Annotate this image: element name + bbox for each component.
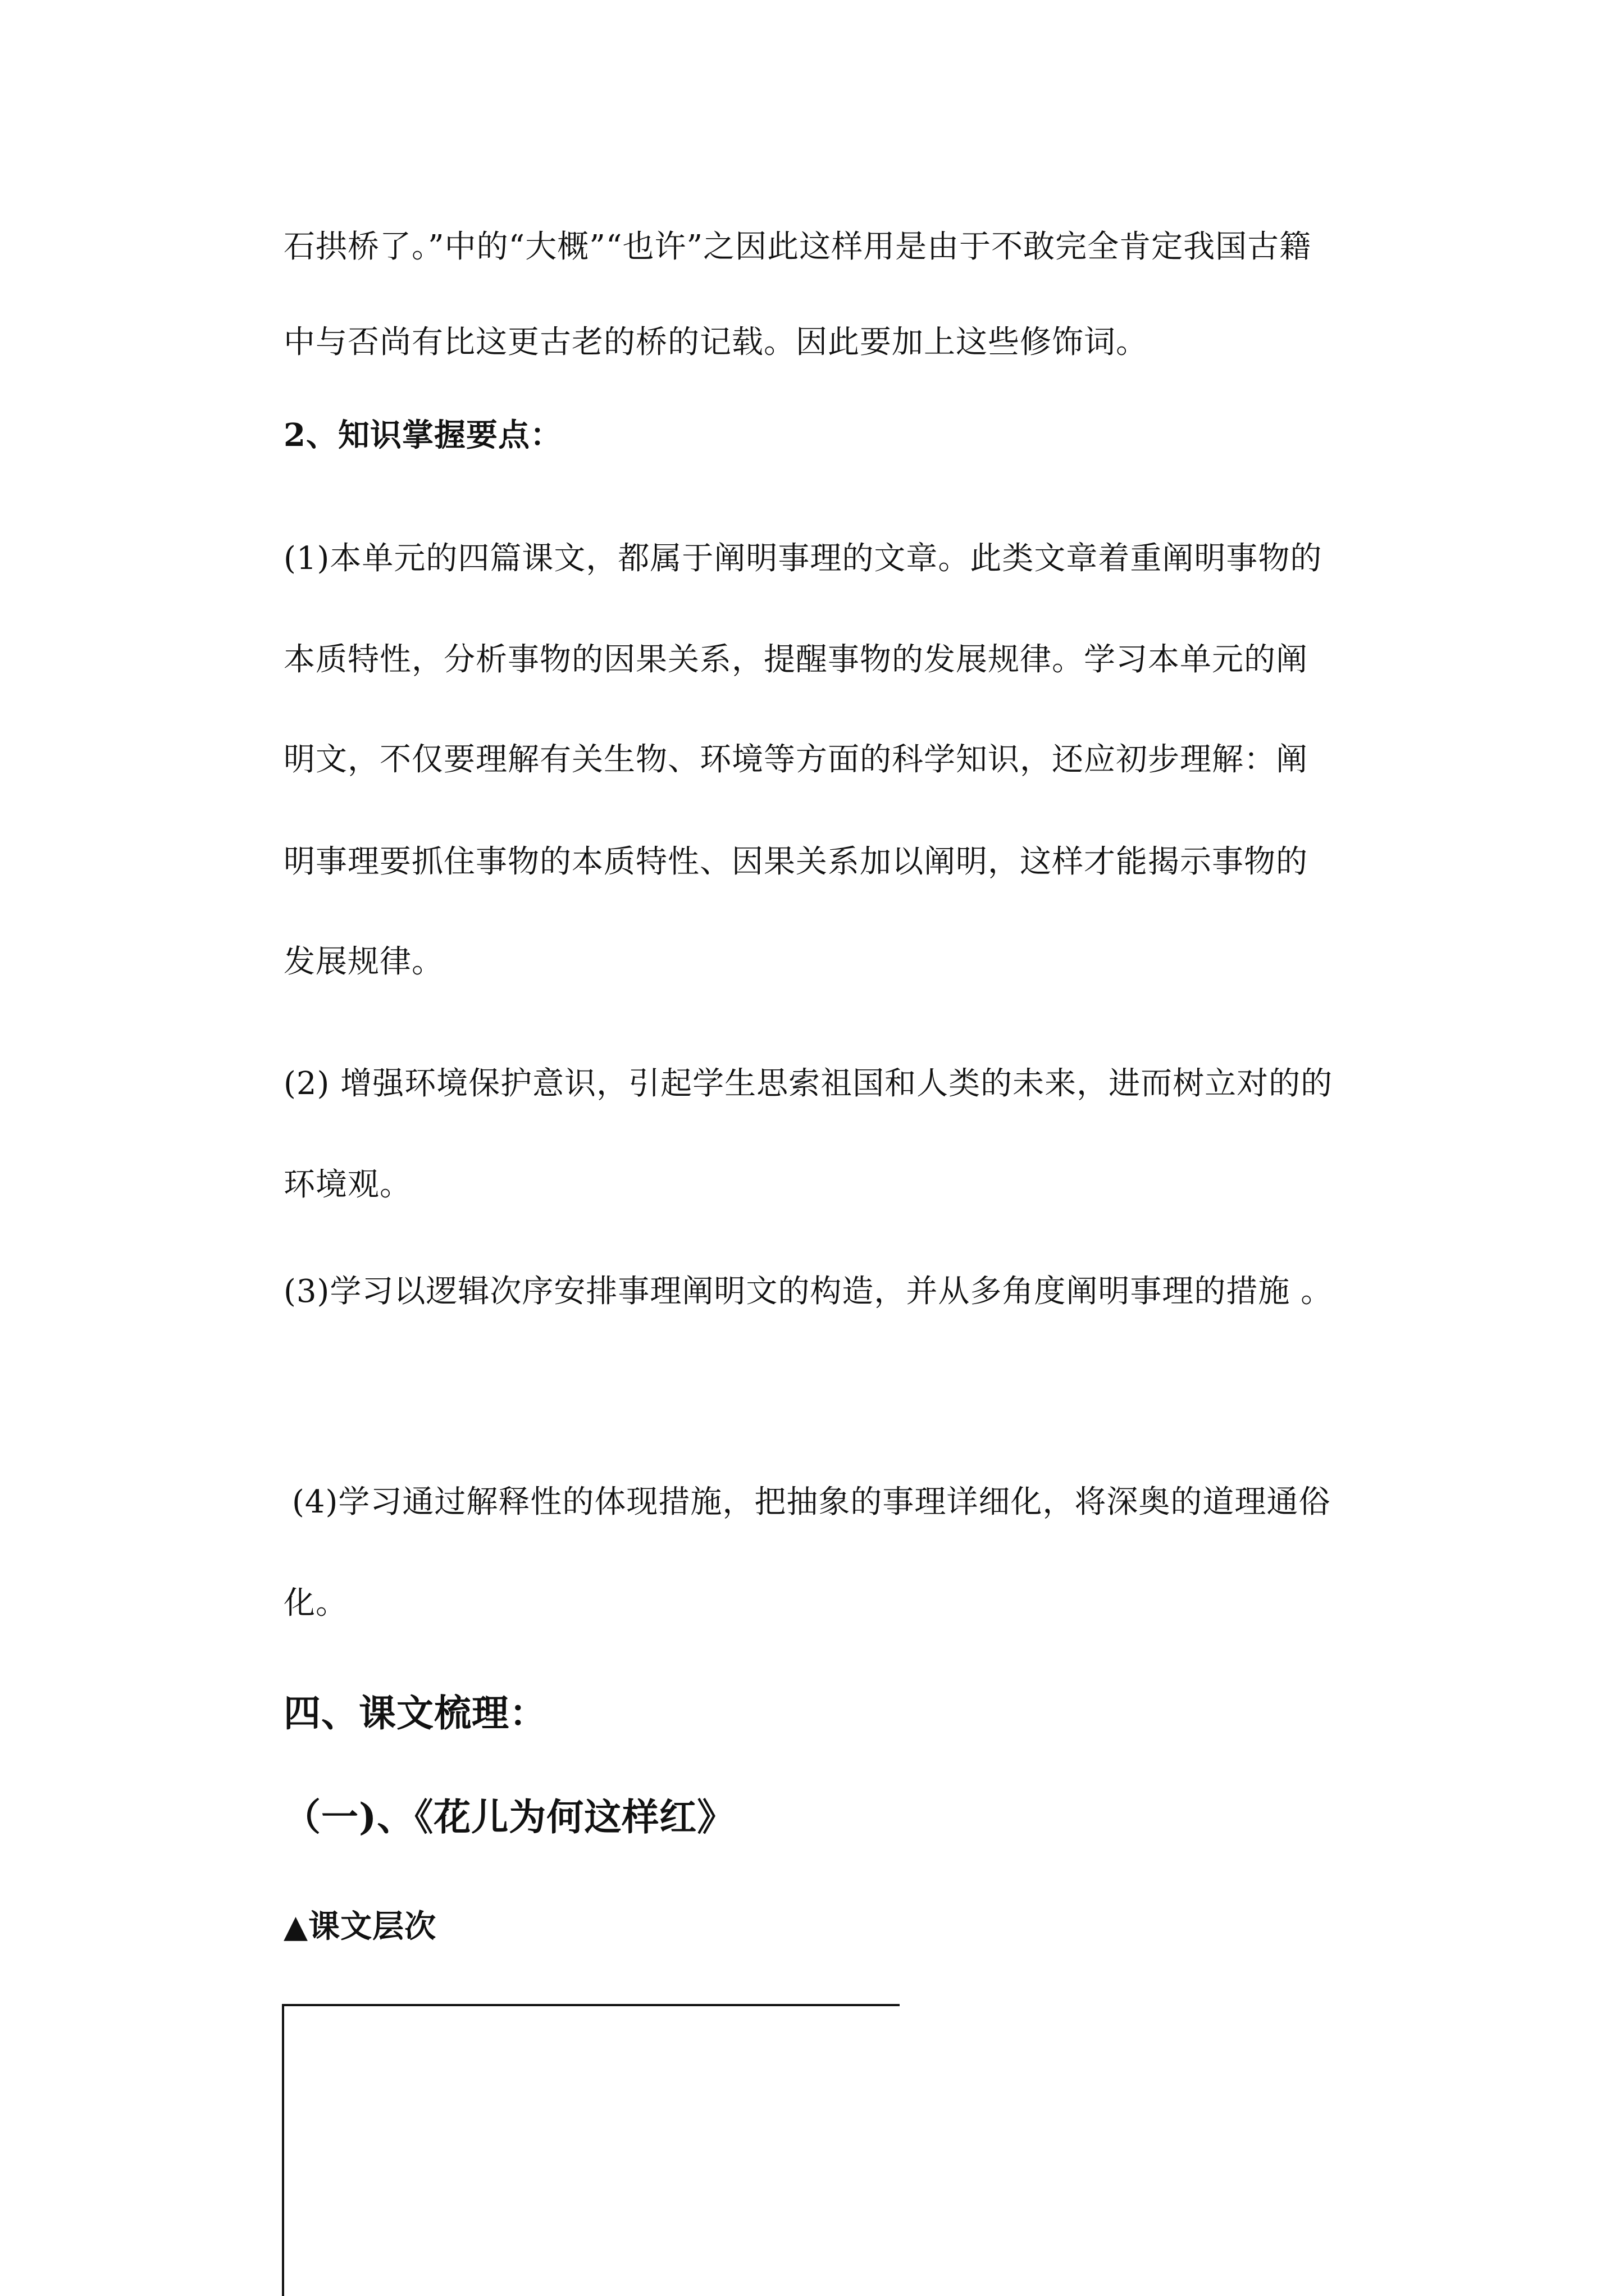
structure-box (282, 2004, 900, 2296)
paragraph-line: 发展规律。 (284, 944, 444, 980)
paragraph-line: 化。 (284, 1585, 348, 1621)
paragraph-line: (2) 增强环境保护意识，引起学生思索祖国和人类的未来，进而树立对的的 (284, 1065, 1333, 1102)
section-heading: 2、知识掌握要点： (284, 417, 562, 454)
paragraph-line: 本质特性，分析事物的因果关系，提醒事物的发展规律。学习本单元的阐 (284, 641, 1308, 678)
subheading: ▲课文层次 (284, 1908, 437, 1945)
paragraph-line: 环境观。 (284, 1167, 412, 1203)
paragraph-line: 中与否尚有比这更古老的桥的记载。因此要加上这些修饰词。 (284, 324, 1148, 361)
paragraph-line: (3)学习以逻辑次序安排事理阐明文的构造，并从多角度阐明事理的措施 。 (284, 1273, 1333, 1310)
paragraph-line: (4)学习通过解释性的体现措施，把抽象的事理详细化，将深奥的道理通俗 (292, 1484, 1331, 1520)
paragraph-line: 明事理要抓住事物的本质特性、因果关系加以阐明，这样才能揭示事物的 (284, 844, 1308, 880)
section-title: 四、课文梳理： (284, 1691, 547, 1735)
paragraph-line: (1)本单元的四篇课文，都属于阐明事理的文章。此类文章着重阐明事物的 (284, 540, 1322, 577)
paragraph-line: 石拱桥了。”中的“大概”“也许”之因此这样用是由于不敢完全肯定我国古籍 (284, 229, 1312, 265)
subsection-title: （一)、《花儿为何这样红》 (284, 1795, 735, 1839)
paragraph-line: 明文，不仅要理解有关生物、环境等方面的科学知识，还应初步理解：阐 (284, 741, 1308, 778)
